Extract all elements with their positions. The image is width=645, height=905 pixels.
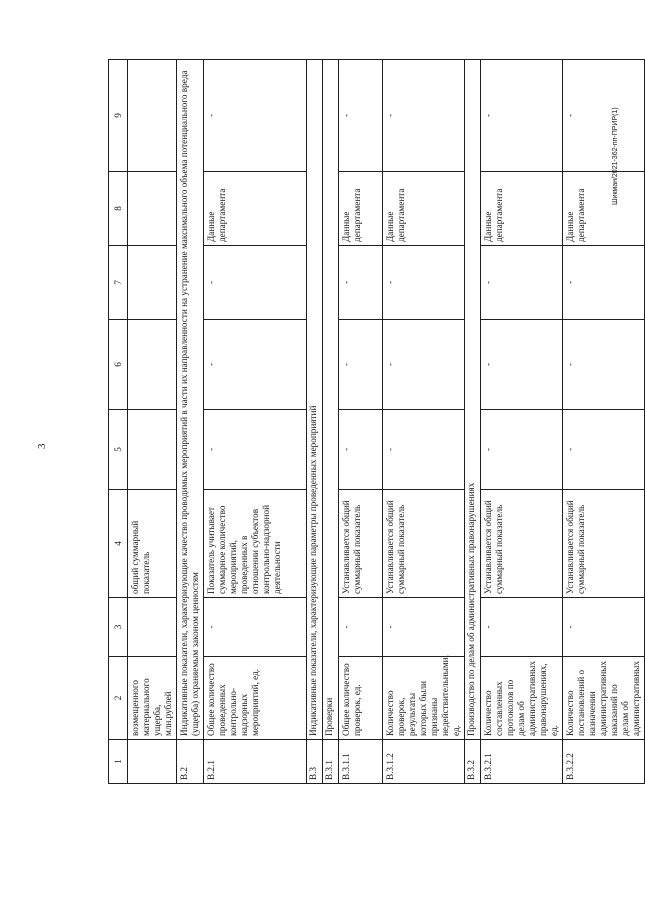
section-code: В.3 — [307, 740, 323, 784]
section-row — [323, 60, 339, 784]
table-cell — [128, 60, 177, 172]
table-cell: - — [204, 320, 307, 410]
table-row — [339, 60, 383, 784]
table-cell: Данные департамента — [339, 172, 383, 246]
page-number: 3 — [36, 443, 48, 449]
table-cell: - — [481, 598, 563, 657]
table-cell — [128, 410, 177, 490]
table-cell: - — [204, 410, 307, 490]
table-cell: - — [563, 410, 645, 490]
table-cell: Количество составленных протоколов по делам об административных правонарушениях, ед. — [481, 657, 563, 740]
section-title: Индикативные показатели, характеризующие качество проводимых мероприятий в части их направленности на устранение максимального объема потенциального вреда (ущерба) охраняемым законом ценностям — [177, 60, 204, 740]
table-cell: Показатель учитывает суммарное количество мероприятий, проведенных в отношении субъектов контрольно-надзорной деятельности — [204, 490, 307, 598]
table-cell: - — [481, 410, 563, 490]
header-cell: 2 — [109, 657, 128, 740]
header-cell: 4 — [109, 490, 128, 598]
table-cell: Данные департамента — [563, 172, 645, 246]
table-cell: - — [383, 410, 465, 490]
table-cell: - — [481, 60, 563, 172]
section-row — [177, 60, 204, 784]
section-title: Проверки — [323, 60, 339, 740]
table-cell: - — [204, 246, 307, 320]
table-cell: Количество постановлений о назначении административных наказаний по делам об административных — [563, 657, 645, 740]
table-row — [204, 60, 307, 784]
table-cell: - — [563, 60, 645, 172]
table-cell — [128, 172, 177, 246]
table-row — [383, 60, 465, 784]
section-row — [307, 60, 323, 784]
row-code: В.3.1.1 — [339, 740, 383, 784]
table-cell: Данные департамента — [481, 172, 563, 246]
table-cell: Устанавливается общий суммарный показатель — [383, 490, 465, 598]
table-cell — [128, 598, 177, 657]
table-cell: Устанавливается общий суммарный показатель — [481, 490, 563, 598]
header-cell: 7 — [109, 246, 128, 320]
table-row — [481, 60, 563, 784]
table-cell: - — [339, 246, 383, 320]
row-code: В.2.1 — [204, 740, 307, 784]
table-cell: Данные департамента — [383, 172, 465, 246]
table-cell: - — [383, 60, 465, 172]
header-cell: 3 — [109, 598, 128, 657]
table-cell: Данные департамента — [204, 172, 307, 246]
section-row — [465, 60, 481, 784]
table-cell: - — [481, 320, 563, 410]
table-cell — [128, 740, 177, 784]
table-cell: общий суммарный показатель — [128, 490, 177, 598]
table-cell: - — [383, 598, 465, 657]
table-cell: - — [339, 60, 383, 172]
table-cell — [128, 246, 177, 320]
table-row — [128, 60, 177, 784]
table-cell: Общее количество проверок, ед. — [339, 657, 383, 740]
section-code: В.2 — [177, 740, 204, 784]
header-cell: 9 — [109, 60, 128, 172]
table-cell: - — [383, 246, 465, 320]
header-cell: 1 — [109, 740, 128, 784]
row-code: В.3.1.2 — [383, 740, 465, 784]
table-cell: - — [204, 598, 307, 657]
table-cell: - — [481, 246, 563, 320]
table-cell: - — [339, 320, 383, 410]
table-cell: Количество проверок, результаты которых были признаны недействительными, ед. — [383, 657, 465, 740]
table-header-row — [109, 60, 128, 784]
indicators-table — [108, 59, 645, 784]
table-cell: - — [383, 320, 465, 410]
section-code: В.3.2 — [465, 740, 481, 784]
table-cell: - — [563, 598, 645, 657]
table-cell: - — [563, 320, 645, 410]
table-cell: - — [563, 246, 645, 320]
table-cell: - — [339, 410, 383, 490]
table-cell: Общее количество проведенных контрольно-надзорных мероприятий, ед. — [204, 657, 307, 740]
section-title: Производство по делам об административных правонарушениях — [465, 60, 481, 740]
table-cell: Устанавливается общий суммарный показатель — [339, 490, 383, 598]
document-stamp: Шикман/2021-362-пп-ПРИР(1) — [612, 107, 619, 205]
row-code: В.3.2.1 — [481, 740, 563, 784]
header-cell: 6 — [109, 320, 128, 410]
table-cell: - — [339, 598, 383, 657]
row-code: В.3.2.2 — [563, 740, 645, 784]
section-code: В.3.1 — [323, 740, 339, 784]
header-cell: 5 — [109, 410, 128, 490]
table-row — [563, 60, 645, 784]
header-cell: 8 — [109, 172, 128, 246]
section-title: Индикативные показатели, характеризующие параметры проведенных мероприятий — [307, 60, 323, 740]
table-cell: - — [204, 60, 307, 172]
table-cell: возмещенного материального ущерба, млн.рублей — [128, 657, 177, 740]
table-cell: Устанавливается общий суммарный показатель — [563, 490, 645, 598]
table-cell — [128, 320, 177, 410]
